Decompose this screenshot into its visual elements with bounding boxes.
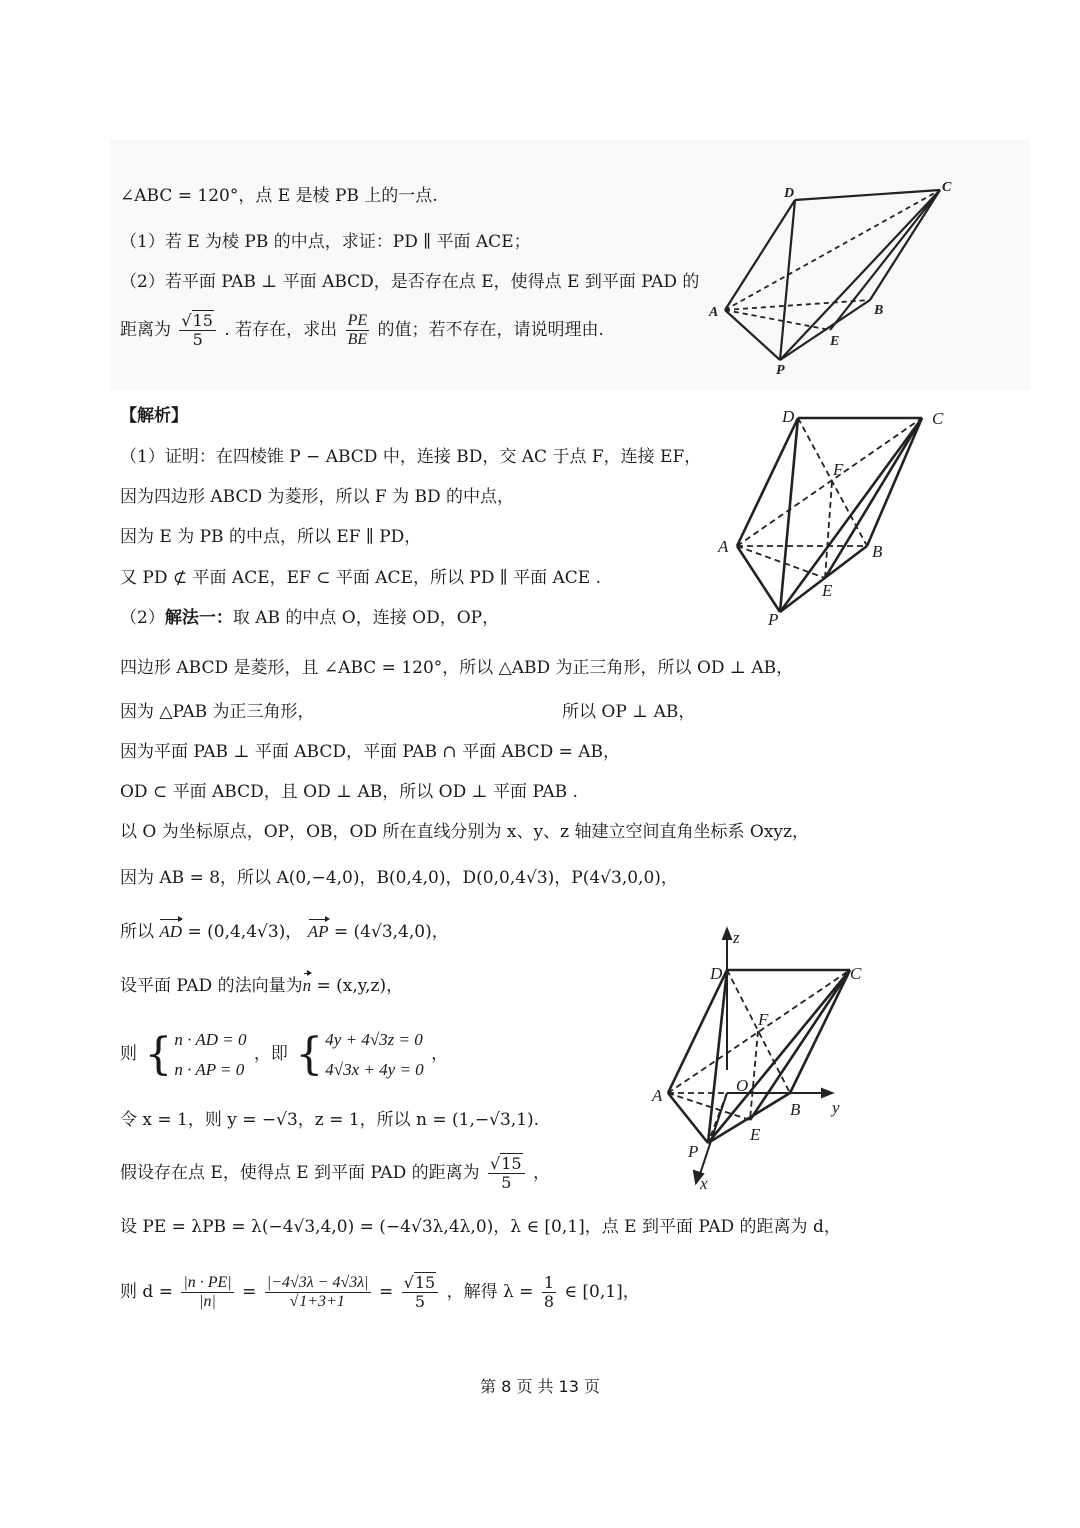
frac-1-num: |n · PE| — [183, 1274, 232, 1291]
fig2-label-F: F — [833, 460, 844, 479]
vectors-prefix: 所以 — [120, 922, 154, 942]
analysis-step-12 — [120, 920, 449, 944]
method-1-text: 取 AB 的中点 O，连接 OD，OP， — [232, 608, 500, 628]
system-2-row-1: 4y + 4√3z = 0 — [325, 1029, 423, 1049]
question-2: （2）若平面 PAB ⊥ 平面 ABCD，是否存在点 E，使得点 E 到平面 PAD 的 — [120, 272, 700, 292]
system-then: 则 — [120, 1044, 137, 1064]
fig3-label-C: C — [850, 964, 862, 983]
analysis-step-13 — [120, 974, 403, 998]
ratio-suffix: 的值；若不存在，请说明理由. — [377, 320, 604, 340]
fig3-label-B: B — [790, 1100, 801, 1119]
lambda-range: ∈ [0,1]， — [564, 1282, 640, 1302]
fig3-label-D: D — [710, 964, 723, 983]
fig1-label-B: B — [874, 303, 884, 318]
vector-AP-value: = (4√3,4,0)， — [328, 922, 449, 942]
ratio-den: BE — [347, 331, 368, 348]
frac-2-num: |−4√3λ − 4√3λ| — [266, 1274, 369, 1291]
distance-prefix: 距离为 — [120, 320, 171, 340]
assume-prefix: 假设存在点 E，使得点 E 到平面 PAD 的距离为 — [120, 1163, 480, 1183]
analysis-step-5 — [120, 606, 499, 630]
frac-2-den: 1+3+1 — [299, 1293, 345, 1310]
question-2-cont — [120, 310, 604, 350]
part-2-label: （2） — [120, 608, 165, 628]
analysis-step-8: 因为平面 PAB ⊥ 平面 ABCD，平面 PAB ∩ 平面 ABCD = AB， — [120, 742, 621, 762]
analysis-step-4: 又 PD ⊄ 平面 ACE，EF ⊂ 平面 ACE，所以 PD ∥ 平面 ACE . — [120, 568, 602, 588]
fig1-label-E: E — [830, 334, 840, 349]
frac-1-den: |n| — [199, 1293, 216, 1310]
system-2: { 4y + 4√3z = 0 4√3x + 4y = 0 — [295, 1025, 423, 1085]
fig2-label-P: P — [768, 610, 779, 629]
frac-3-den: 5 — [414, 1292, 425, 1311]
vector-AD: AD — [159, 920, 182, 944]
fig3-label-P: P — [688, 1142, 699, 1161]
fig2-label-D: D — [782, 407, 795, 426]
assume-den: 5 — [501, 1173, 512, 1192]
normal-suffix: = (x,y,z)， — [311, 976, 404, 996]
fig3-label-F: F — [758, 1010, 769, 1029]
distance-eq-prefix: 则 d = — [120, 1282, 173, 1302]
lambda-fraction — [542, 1274, 556, 1311]
analysis-step-9: OD ⊂ 平面 ABCD，且 OD ⊥ AB，所以 OD ⊥ 平面 PAB . — [120, 782, 578, 802]
ratio-num: PE — [347, 312, 368, 329]
fig1-label-C: C — [942, 180, 952, 195]
fig3-label-O: O — [736, 1076, 749, 1095]
distance-eq-frac-1 — [181, 1274, 233, 1311]
analysis-step-11: 因为 AB = 8，所以 A(0,−4,0)，B(0,4,0)，D(0,0,4√3)，P(4√3,0,0)， — [120, 868, 678, 888]
analysis-step-14 — [120, 1024, 448, 1084]
fig1-label-D: D — [784, 186, 795, 201]
fig3-label-A: A — [652, 1086, 663, 1105]
question-1: （1）若 E 为棱 PB 的中点，求证：PD ∥ 平面 ACE； — [120, 232, 531, 252]
system-1: { n · AD = 0 n · AP = 0 — [144, 1025, 246, 1085]
distance-fraction: $\frac{√15}{5}$ — [179, 312, 216, 349]
vector-AP: AP — [308, 920, 329, 944]
analysis-step-18: 则 d = $\frac{|n \cdot PE|}{|n|}$ = $\frac{|-4√3\lambda - 4√3\lambda|}{√1+3+1}$ = $\frac{√15}{5}$ ，解得 λ = $\frac{1}{8}$ ∈ [0,1]， — [120, 1273, 640, 1311]
ratio-prefix: . 若存在，求出 — [224, 320, 338, 340]
method-1-label: 解法一： — [164, 608, 233, 628]
fig2-label-E: E — [822, 581, 833, 600]
lambda-num: 1 — [543, 1273, 555, 1292]
fig2-label-C: C — [932, 409, 944, 428]
problem-line-1: ∠ABC = 120°，点 E 是棱 PB 上的一点. — [120, 186, 438, 206]
ratio-fraction — [346, 312, 370, 349]
analysis-step-10: 以 O 为坐标原点，OP，OB，OD 所在直线分别为 x、y、z 轴建立空间直角坐标系 Oxyz， — [120, 822, 809, 842]
figure-2-pyramid-with-F — [710, 400, 960, 630]
analysis-step-1: （1）证明：在四棱锥 P − ABCD 中，连接 BD，交 AC 于点 F，连接 EF， — [120, 447, 702, 467]
analysis-step-2: 因为四边形 ABCD 为菱形，所以 F 为 BD 的中点， — [120, 487, 515, 507]
distance-eq-frac-3: $\frac{√15}{5}$ — [402, 1274, 439, 1311]
figure-1-pyramid — [700, 175, 970, 380]
figure-3-coordinate-pyramid — [650, 925, 880, 1195]
assume-suffix: ， — [533, 1163, 550, 1183]
frac-3-num: 15 — [414, 1273, 436, 1292]
fig1-label-A: A — [709, 305, 719, 320]
analysis-step-17: 设 PE = λPB = λ(−4√3,4,0) = (−4√3λ,4λ,0)，λ ∈ [0,1]，点 E 到平面 PAD 的距离为 d， — [120, 1217, 841, 1237]
solve-text: ，解得 λ = — [446, 1282, 534, 1302]
page-footer: 第 8 页 共 13 页 — [480, 1377, 600, 1396]
distance-num: 15 — [192, 311, 213, 330]
fig3-label-E: E — [750, 1125, 761, 1144]
normal-vector-n: n — [303, 974, 312, 998]
fig3-label-x: x — [700, 1174, 708, 1193]
analysis-title: 【解析】 — [120, 406, 188, 426]
system-ie: ，即 — [253, 1044, 288, 1064]
fig1-label-P: P — [776, 363, 785, 378]
system-2-row-2: 4√3x + 4y = 0 — [325, 1059, 424, 1079]
vector-AD-value: = (0,4,4√3)， — [182, 922, 303, 942]
distance-den: 5 — [192, 330, 203, 349]
analysis-step-15: 令 x = 1，则 y = −√3，z = 1，所以 n = (1,−√3,1). — [120, 1110, 540, 1130]
analysis-step-7b: 所以 OP ⊥ AB， — [562, 702, 696, 722]
system-1-row-1: n · AD = 0 — [174, 1029, 247, 1049]
analysis-step-6: 四边形 ABCD 是菱形，且 ∠ABC = 120°，所以 △ABD 为正三角形，所以 OD ⊥ AB， — [120, 658, 794, 678]
assume-num: 15 — [501, 1154, 522, 1173]
system-1-row-2: n · AP = 0 — [174, 1059, 245, 1079]
normal-prefix: 设平面 PAD 的法向量为 — [120, 976, 303, 996]
assume-fraction: $\frac{√15}{5}$ — [488, 1155, 525, 1192]
lambda-den: 8 — [543, 1292, 555, 1311]
analysis-step-16 — [120, 1150, 550, 1196]
analysis-step-7a: 因为 △PAB 为正三角形， — [120, 702, 315, 722]
system-end: ， — [431, 1044, 449, 1064]
distance-eq-frac-2: $\frac{|-4√3\lambda - 4√3\lambda|}{√1+3+1}$ — [266, 1274, 369, 1310]
analysis-step-3: 因为 E 为 PB 的中点，所以 EF ∥ PD， — [120, 527, 422, 547]
fig2-label-A: A — [718, 537, 729, 556]
fig2-label-B: B — [872, 542, 883, 561]
fig3-label-y: y — [832, 1098, 840, 1117]
fig3-label-z: z — [733, 928, 740, 947]
